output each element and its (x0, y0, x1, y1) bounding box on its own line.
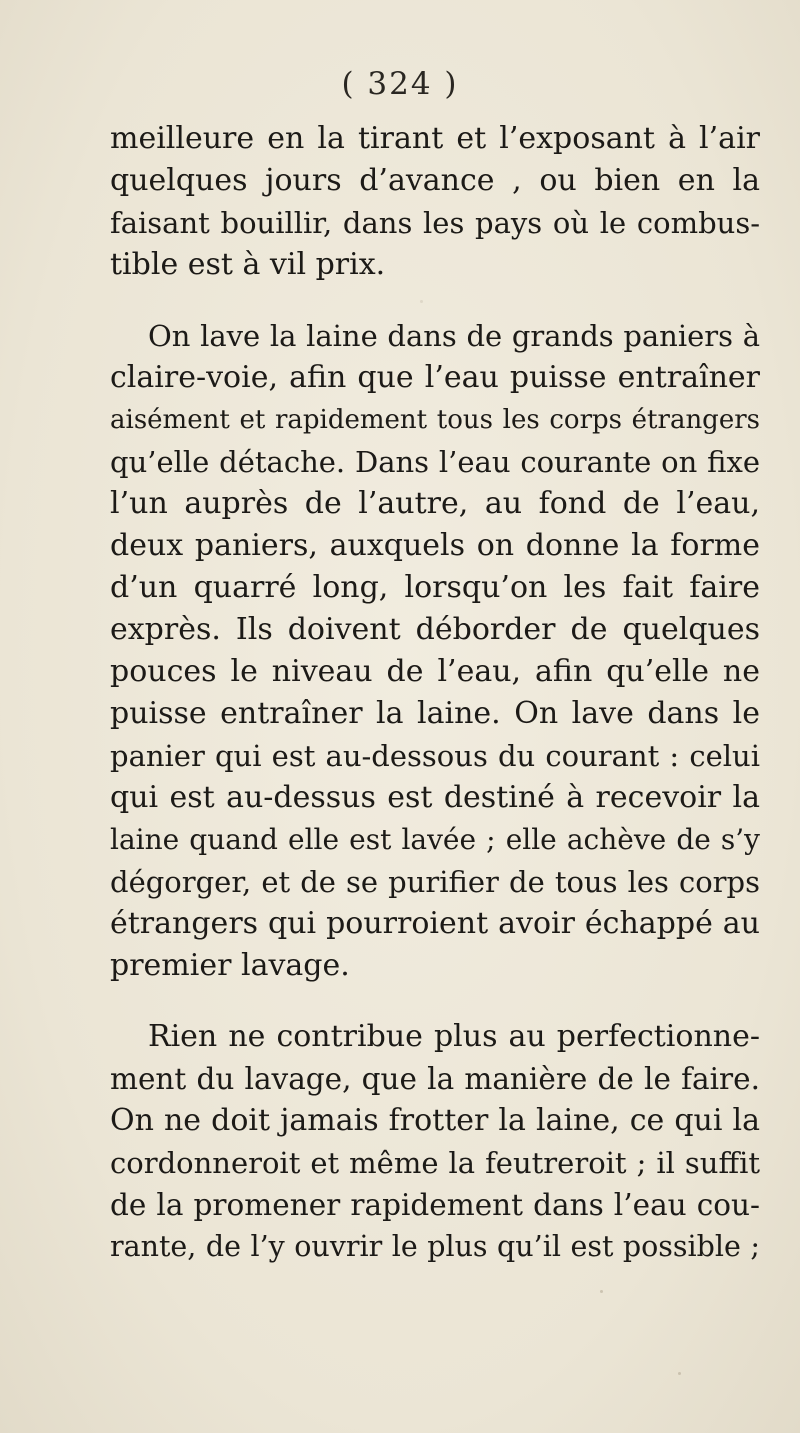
text-line: dégorger, et de se purifier de tous les corps (110, 865, 760, 899)
text-line: On lave la laine dans de grands paniers à (148, 319, 760, 353)
text-line: Rien ne contribue plus au perfectionne- (148, 1019, 760, 1054)
text-line: qui est au-dessus est destiné à recevoir la (110, 780, 760, 815)
text-line: deux paniers, auxquels on donne la forme (110, 528, 760, 563)
text-line: de la promener rapidement dans l’eau cou- (110, 1188, 760, 1222)
text-line: exprès. Ils doivent déborder de quelques (110, 612, 760, 647)
text-line: puisse entraîner la laine. On lave dans le (110, 696, 760, 731)
text-line: cordonneroit et même la feutreroit ; il suffit (110, 1146, 760, 1180)
text-line: d’un quarré long, lorsqu’on les fait faire (110, 570, 760, 605)
body-text (110, 118, 760, 1268)
text-line: tible est à vil prix. (110, 247, 386, 282)
text-line: pouces le niveau de l’eau, afin qu’elle ne (110, 654, 760, 689)
paper-speck (600, 1290, 603, 1293)
text-line: étrangers qui pourroient avoir échappé au (110, 906, 760, 941)
paper-speck (678, 1372, 681, 1375)
text-line: rante, de l’y ouvrir le plus qu’il est possible ; (110, 1230, 760, 1263)
page-number: ( 324 ) (341, 66, 459, 102)
text-line: qu’elle détache. Dans l’eau courante on fixe (110, 445, 760, 479)
text-line: panier qui est au-dessous du courant : celui (110, 739, 760, 773)
text-line: l’un auprès de l’autre, au fond de l’eau, (110, 486, 760, 521)
text-line: ment du lavage, que la manière de le faire. (110, 1062, 760, 1096)
text-line: meilleure en la tirant et l’exposant à l’air (110, 121, 760, 156)
text-line: aisément et rapidement tous les corps étrangers (110, 405, 760, 435)
paragraph-3 (110, 1016, 760, 1268)
paper-speck (420, 300, 423, 303)
text-line: laine quand elle est lavée ; elle achève de s’y (110, 823, 760, 856)
text-line: premier lavage. (110, 948, 350, 983)
paragraph-1 (110, 118, 760, 286)
text-line: On ne doit jamais frotter la laine, ce qui la (110, 1103, 760, 1138)
paragraph-2 (110, 315, 760, 987)
text-line: faisant bouillir, dans les pays où le combus- (110, 206, 760, 240)
text-line: quelques jours d’avance , ou bien en la (110, 163, 760, 198)
text-line: claire-voie, afin que l’eau puisse entraîner (110, 360, 760, 395)
